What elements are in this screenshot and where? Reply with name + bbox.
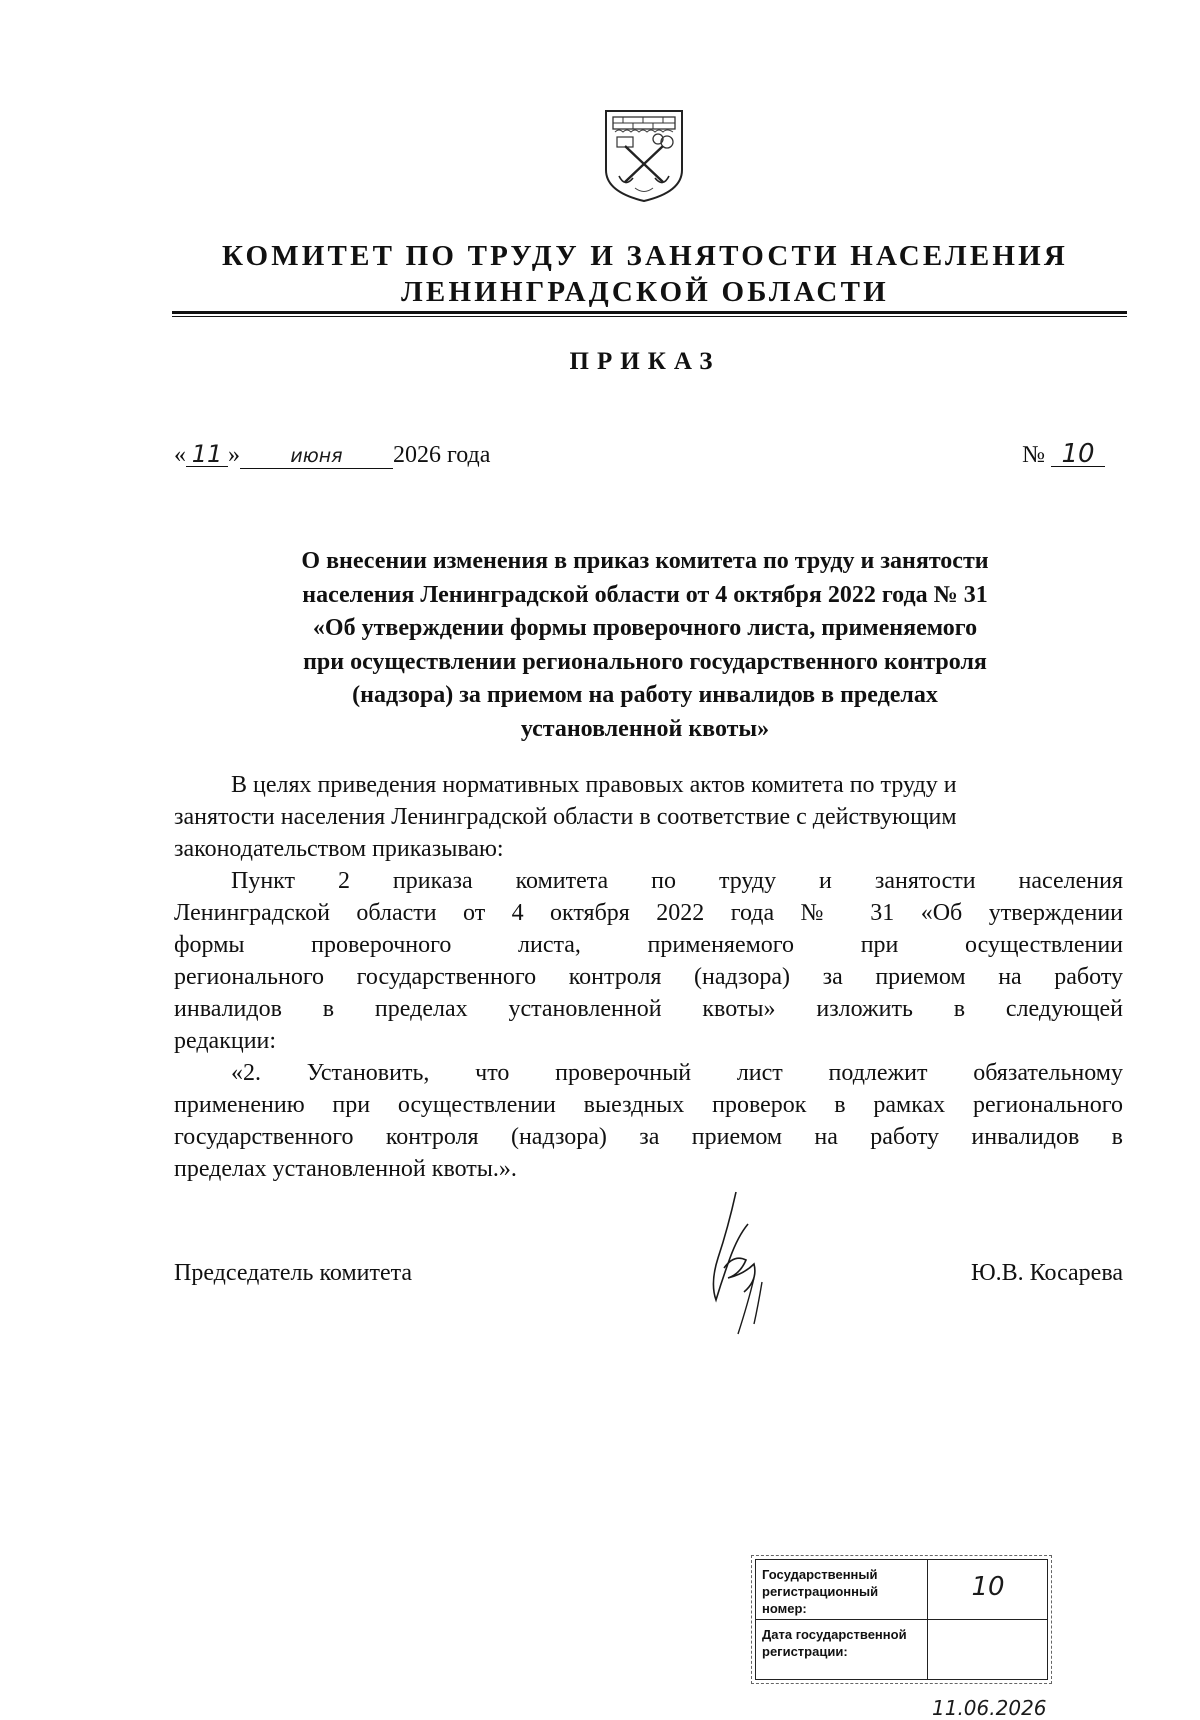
title-line: установленной квоты» xyxy=(520,715,770,742)
coat-of-arms-icon xyxy=(603,108,685,204)
title-line: О внесении изменения в приказ комитета по труду и занятости xyxy=(301,548,989,574)
header-rule-thin xyxy=(172,316,1127,317)
registration-stamp xyxy=(755,1559,1048,1720)
registration-date-label: Дата государственной регистрации: xyxy=(762,1627,907,1659)
body-line: законодательством приказываю: xyxy=(174,836,504,862)
body-line: пределах установленной квоты.». xyxy=(174,1156,517,1182)
document-body xyxy=(174,769,1123,1185)
body-line: В целях приведения нормативных правовых актов комитета по труду и xyxy=(231,772,957,798)
registration-date-row xyxy=(756,1620,1047,1720)
body-line: Ленинградской области от 4 октября 2022 года № 31 «Об утверждении xyxy=(174,900,1123,926)
registration-number-value: 10 xyxy=(971,1572,1005,1602)
document-date xyxy=(174,442,490,469)
title-line: «Об утверждении формы проверочного листа, применяемого xyxy=(312,615,978,641)
date-open-quote: « xyxy=(174,442,186,468)
date-year: 2026 года xyxy=(393,442,491,468)
header-rule-thick xyxy=(172,311,1127,314)
title-line: населения Ленинградской области от 4 октября 2022 года № 31 xyxy=(302,581,988,608)
document-title xyxy=(200,545,1090,746)
signatory-name: Ю.В. Косарева xyxy=(970,1260,1123,1286)
organization-name-line1: КОМИТЕТ ПО ТРУДУ И ЗАНЯТОСТИ НАСЕЛЕНИЯ xyxy=(221,240,1069,272)
document-type: ПРИКАЗ xyxy=(569,348,721,375)
date-close-quote: » xyxy=(228,442,240,468)
number-value-handwritten: 10 xyxy=(1051,442,1105,467)
body-line: регионального государственного контроля (надзора) за приемом на работу xyxy=(174,964,1123,990)
date-month-handwritten: июня xyxy=(240,444,393,469)
registration-date-value: 11.06.2026 xyxy=(932,1696,1047,1720)
body-line: Пункт 2 приказа комитета по труду и занятости населения xyxy=(231,868,1123,894)
title-line: (надзора) за приемом на работу инвалидов в пределах xyxy=(352,682,938,708)
body-line: государственного контроля (надзора) за приемом на работу инвалидов в xyxy=(174,1124,1123,1150)
body-line: занятости населения Ленинградской области в соответствие с действующим xyxy=(174,804,957,830)
title-line: при осуществлении регионального государственного контроля xyxy=(303,648,987,675)
body-line: «2. Установить, что проверочный лист подлежит обязательному xyxy=(231,1060,1123,1086)
body-line: инвалидов в пределах установленной квоты» изложить в следующей xyxy=(174,996,1123,1022)
document-number xyxy=(1022,439,1105,469)
registration-number-row xyxy=(756,1560,1047,1620)
date-day-handwritten: 11 xyxy=(186,442,228,467)
body-line: редакции: xyxy=(174,1028,277,1054)
number-label: № xyxy=(1022,442,1045,468)
body-line: применению при осуществлении выездных проверок в рамках регионального xyxy=(174,1092,1123,1118)
body-line: формы проверочного листа, применяемого при осуществлении xyxy=(174,932,1123,958)
signatory-position: Председатель комитета xyxy=(174,1260,413,1286)
registration-number-label: Государственный регистрационный номер: xyxy=(762,1567,879,1616)
handwritten-signature xyxy=(688,1188,784,1338)
organization-name-line2: ЛЕНИНГРАДСКОЙ ОБЛАСТИ xyxy=(401,276,889,308)
registration-stamp-divider xyxy=(927,1560,928,1679)
